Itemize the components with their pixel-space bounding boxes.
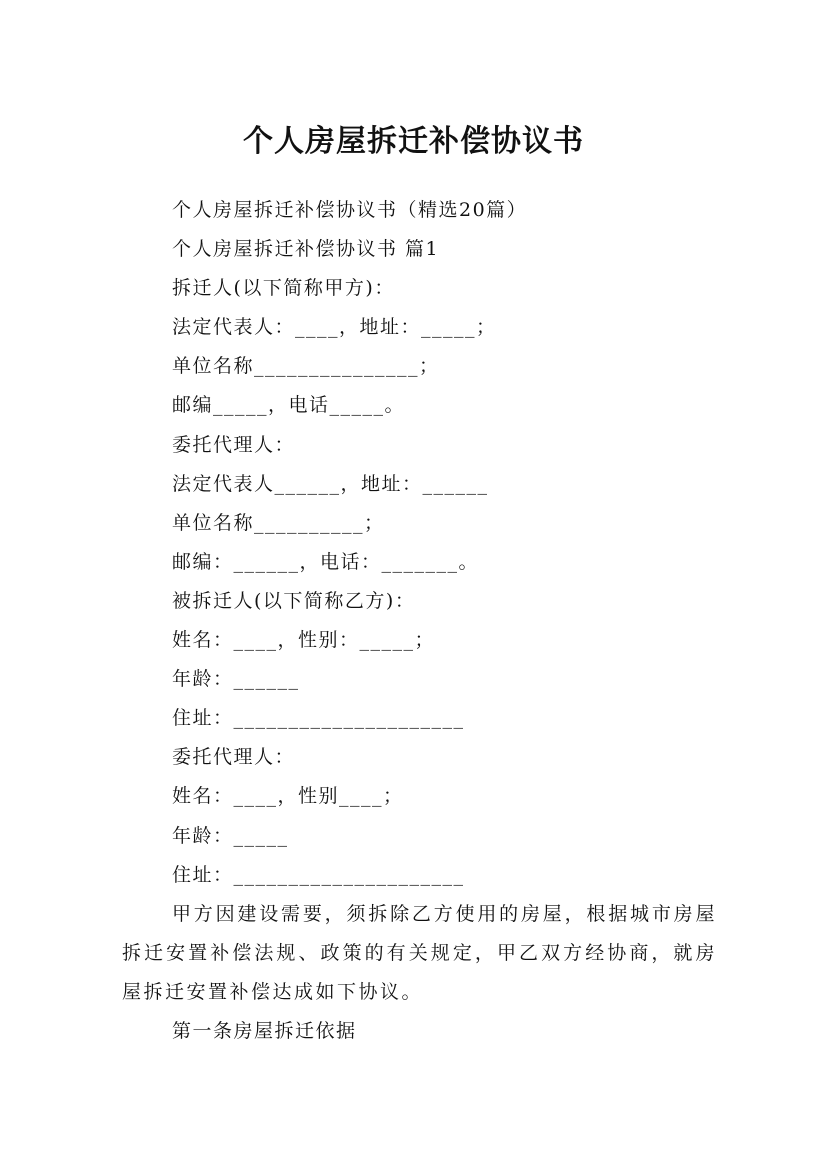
article-one-heading: 第一条房屋拆迁依据 — [172, 1019, 357, 1042]
document-title: 个人房屋拆迁补偿协议书 — [243, 124, 584, 160]
party-a-agent-representative-line: 法定代表人______，地址：______ — [172, 472, 489, 495]
party-a-unit-name-line: 单位名称_______________； — [172, 355, 440, 378]
party-a-agent-unit-name-line: 单位名称__________； — [172, 511, 385, 534]
party-b-heading: 被拆迁人(以下简称乙方)： — [172, 589, 416, 612]
section-title-line: 个人房屋拆迁补偿协议书 篇1 — [172, 238, 440, 261]
subtitle-line: 个人房屋拆迁补偿协议书（精选20篇） — [172, 199, 528, 221]
party-a-representative-line: 法定代表人：____，地址：_____； — [172, 316, 497, 339]
party-b-agent-heading: 委托代理人： — [172, 746, 296, 769]
document-body — [122, 191, 717, 1051]
party-b-age-line: 年龄：______ — [172, 668, 300, 691]
party-b-address-line: 住址：_____________________ — [172, 707, 465, 730]
party-b-name-gender-line: 姓名：____，性别：_____； — [172, 629, 436, 652]
agreement-intro-paragraph: 甲方因建设需要，须拆除乙方使用的房屋，根据城市房屋拆迁安置补偿法规、政策的有关规定，甲乙双方经协商，就房屋拆迁安置补偿达成如下协议。 — [122, 902, 717, 1003]
party-a-agent-postcode-phone-line: 邮编：______，电话：_______。 — [172, 550, 480, 573]
party-b-agent-name-gender-line: 姓名：____，性别____； — [172, 785, 404, 808]
party-b-agent-age-line: 年龄：_____ — [172, 824, 289, 847]
party-a-postcode-phone-line: 邮编_____，电话_____。 — [172, 394, 406, 417]
party-a-agent-heading: 委托代理人： — [172, 433, 296, 456]
party-b-agent-address-line: 住址：_____________________ — [172, 863, 465, 886]
party-a-heading: 拆迁人(以下简称甲方)： — [172, 277, 395, 300]
